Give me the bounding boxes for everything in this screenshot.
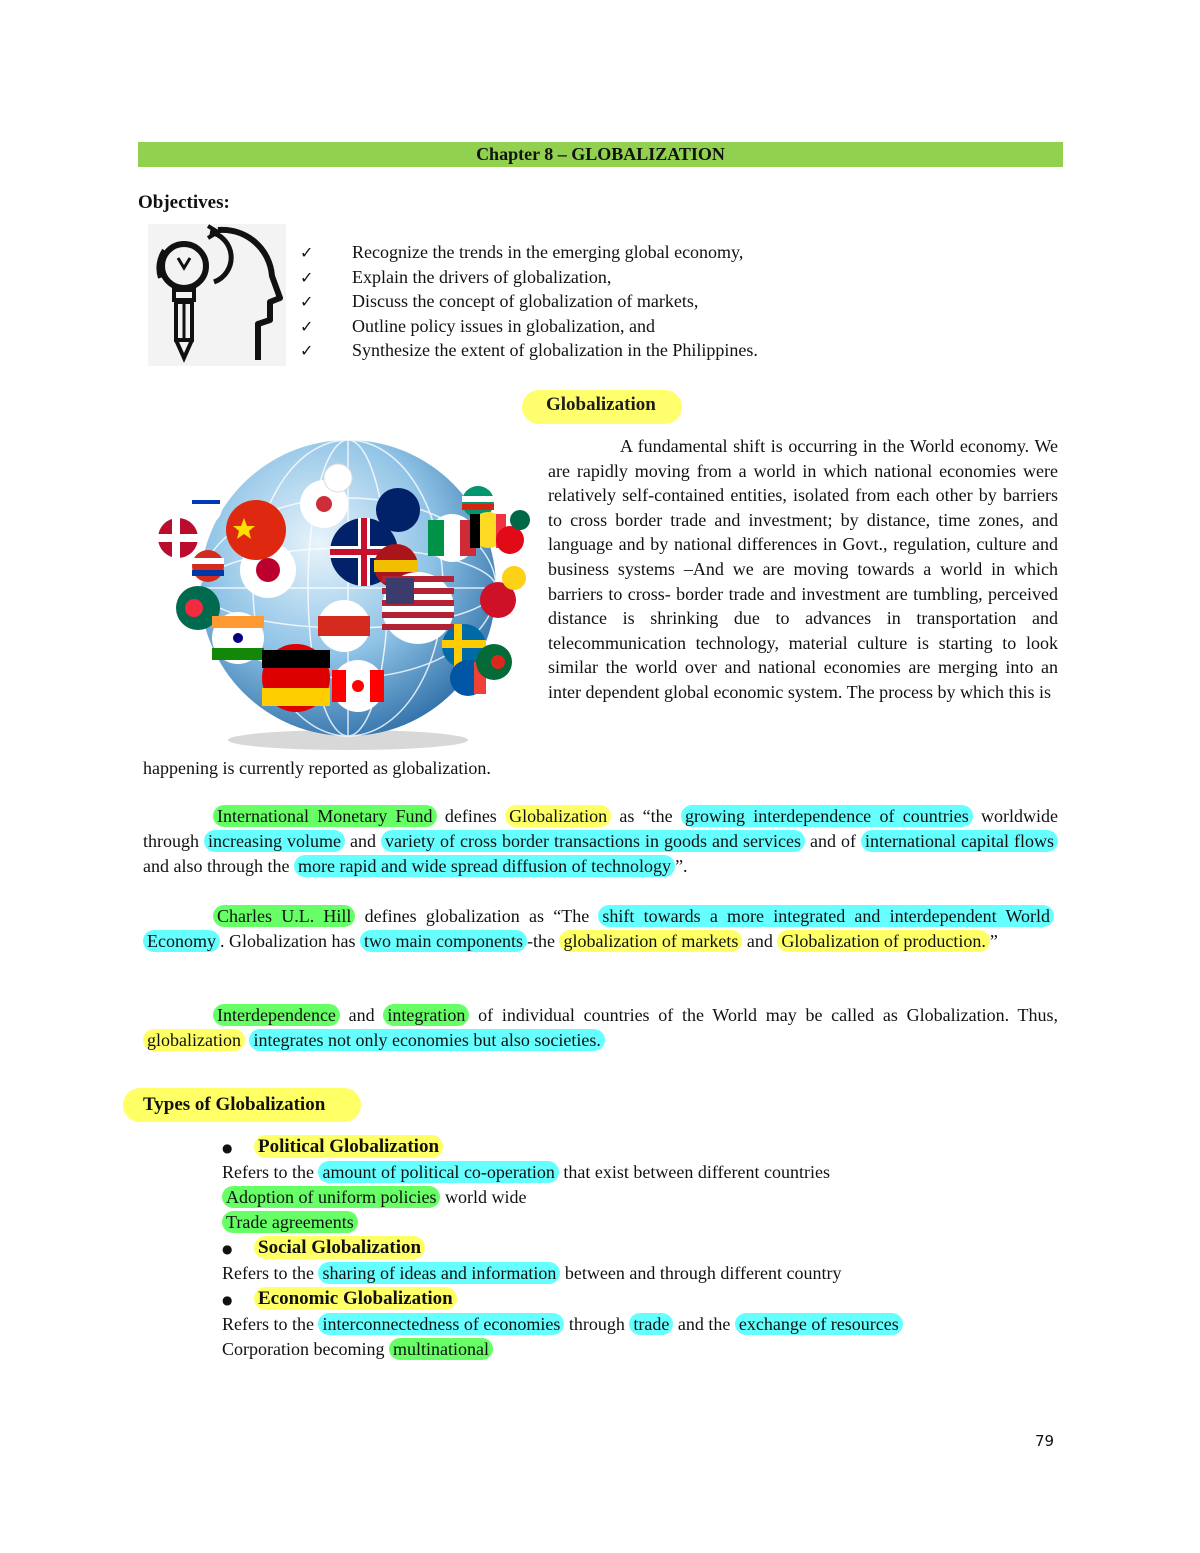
check-icon: ✓ (300, 243, 314, 262)
types-heading: Types of Globalization (123, 1088, 361, 1122)
check-icon: ✓ (300, 292, 314, 312)
economic-globalization-title: ● Economic Globalization (222, 1286, 457, 1312)
objective-item: ✓ Recognize the trends in the emerging global economy, (300, 240, 758, 265)
hill-definition-paragraph: Charles U.L. Hill defines globalization as “The shift towards a more integrated and interdependent World Economy . Globalization has two main components -the globalization of markets and Globalization of production. ” (143, 904, 1058, 954)
imf-definition-paragraph: International Monetary Fund defines Globalization as “the growing interdependence of countries worldwide through increasing volume and variety of cross border transactions in goods and services and of international capital flows and also through the more rapid and wide spread diffusion of technology ”. (143, 806, 1059, 876)
bullet-icon: ● (222, 1241, 233, 1256)
check-icon: ✓ (300, 341, 314, 361)
political-line-3: Trade agreements (222, 1210, 358, 1235)
objective-item: ✓ Explain the drivers of globalization, (300, 265, 758, 290)
political-line-2: Adoption of uniform policies world wide (222, 1185, 526, 1210)
chapter-title: Chapter 8 – GLOBALIZATION (138, 142, 1063, 167)
social-line-1: Refers to the sharing of ideas and information between and through different country (222, 1263, 842, 1283)
objective-item: ✓ Outline policy issues in globalization, and (300, 314, 758, 339)
economic-line-1: Refers to the interconnectedness of economies through trade and the exchange of resources (222, 1312, 903, 1337)
economic-line-2: Corporation becoming multinational (222, 1337, 493, 1362)
objectives-list (300, 240, 758, 363)
objective-item: ✓ Discuss the concept of globalization of markets, (300, 289, 758, 314)
interdependence-paragraph: Interdependence and integration of individual countries of the World may be called as Globalization. Thus, globalization integrates not only economies but also societies. (143, 1003, 1058, 1053)
objectives-heading: Objectives: (138, 192, 230, 213)
check-icon: ✓ (300, 316, 314, 336)
page-number: 79 (1035, 1432, 1055, 1450)
bullet-icon: ● (222, 1292, 233, 1307)
political-globalization-title: ● Political Globalization (222, 1134, 443, 1160)
political-line-1: Refers to the amount of political co-operation that exist between different countries (222, 1162, 830, 1182)
social-globalization-title: ● Social Globalization (222, 1235, 425, 1261)
head-lightbulb-icon (148, 224, 286, 366)
objective-item: ✓ Synthesize the extent of globalization in the Philippines. (300, 338, 758, 363)
check-icon: ✓ (300, 267, 314, 287)
globe-flags-icon (148, 430, 530, 760)
globalization-heading: Globalization (522, 390, 682, 424)
intro-paragraph-tail: happening is currently reported as globalization. (143, 758, 491, 778)
bullet-icon: ● (222, 1140, 233, 1155)
intro-paragraph: A fundamental shift is occurring in the World economy. We are rapidly moving from a world in which national economies were relatively self-contained entities, isolated from each other by barriers to cross border trade and investment; by distance, time zones, and language and by national differences in Govt., regulation, culture and business systems –And we are moving towards a world in which barriers to cross- border trade and investment are tumbling, perceived distance is shrinking due to advances in transportation and telecommunication technology, material culture is starting to look similar the world over and national economies are merging into an inter dependent global economic system. The process by which this is (548, 436, 1058, 702)
